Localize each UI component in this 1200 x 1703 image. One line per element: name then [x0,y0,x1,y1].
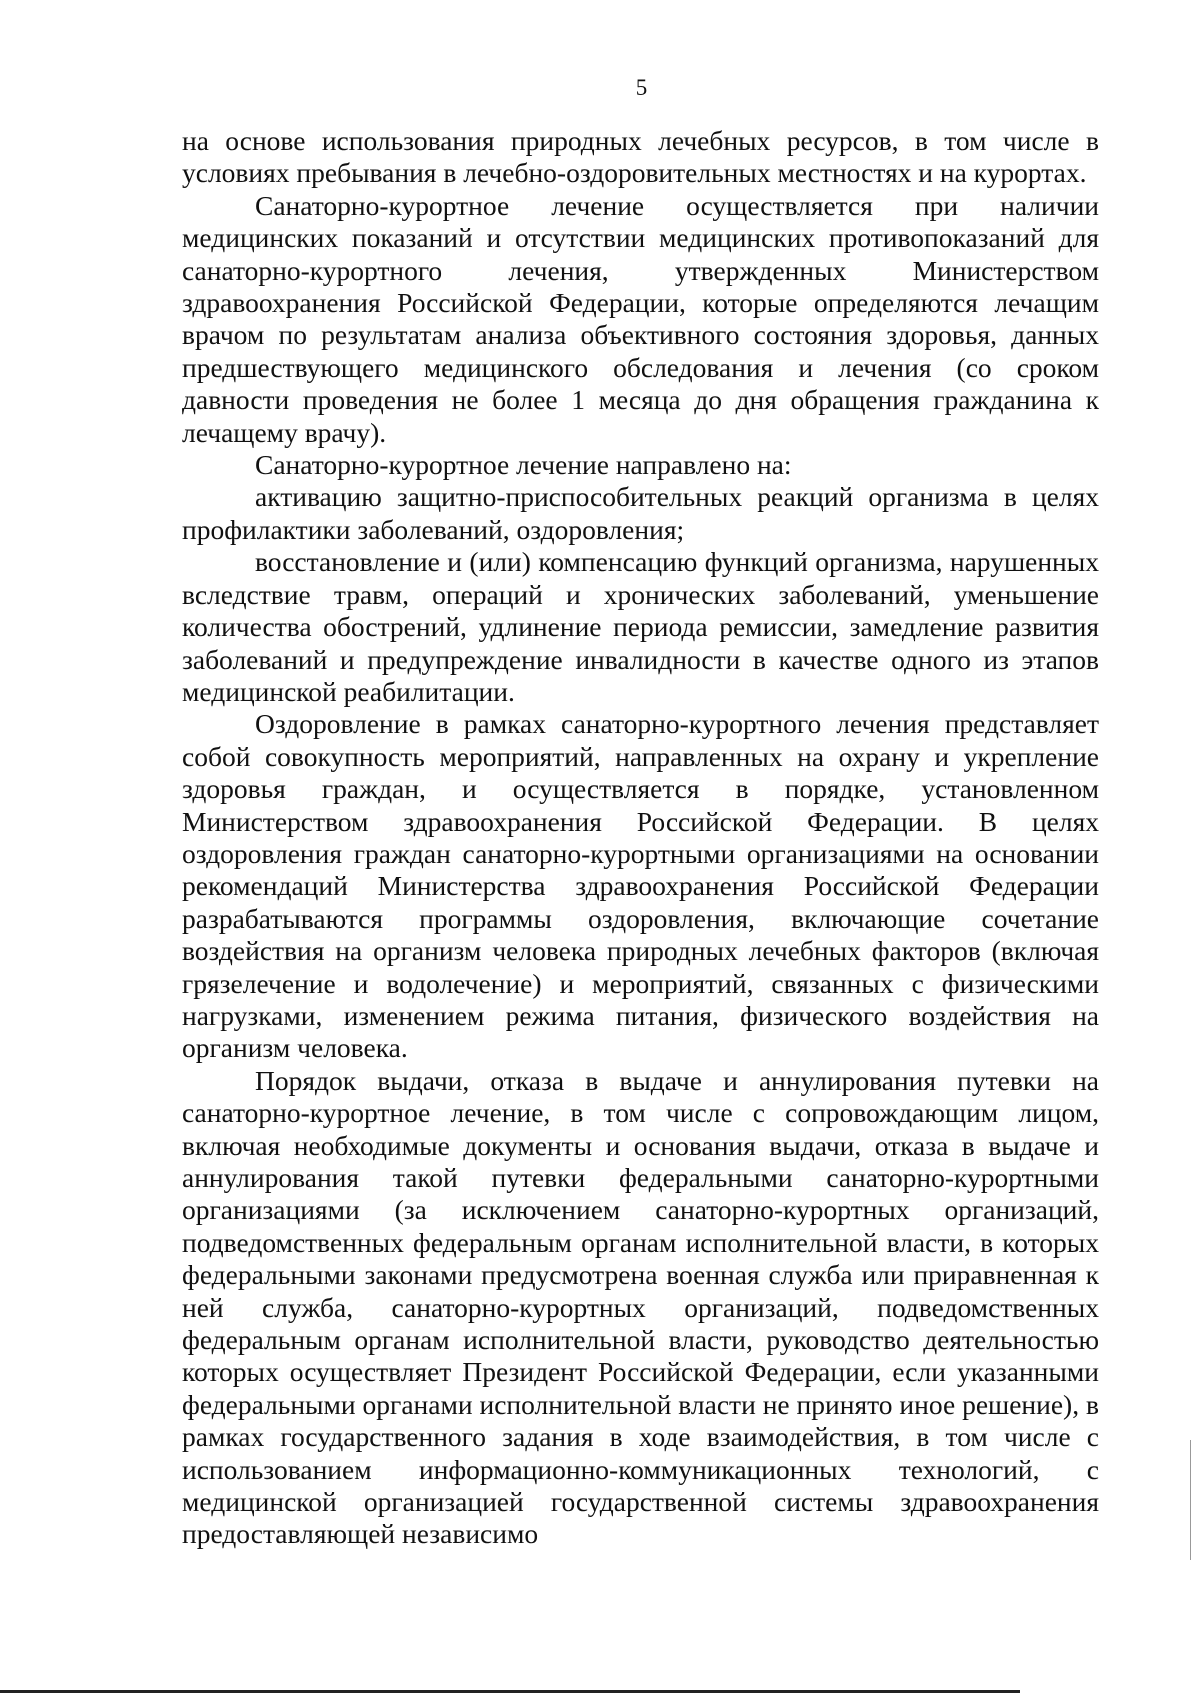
document-body [182,125,1099,1551]
paragraph: восстановление и (или) компенсацию функций организма, нарушенных вследствие травм, операций и хронических заболеваний, уменьшение количества обострений, удлинение периода ремиссии, замедление развития заболеваний и предупреждение инвалидности в качестве одного из этапов медицинской реабилитации. [182,546,1099,707]
scan-edge-mark [1190,1440,1191,1560]
paragraph: Порядок выдачи, отказа в выдаче и аннулирования путевки на санаторно-курортное лечение, в том числе с сопровождающим лицом, включая необходимые документы и основания выдачи, отказа в выдаче и аннулирования такой путевки федеральными санаторно-курортными организациями (за исключением санаторно-курортных организаций, подведомственных федеральным органам исполнительной власти, в которых федеральными законами предусмотрена военная служба или приравненная к ней служба, санаторно-курортных организаций, подведомственных федеральным органам исполнительной власти, руководство деятельностью которых осуществляет Президент Российской Федерации, если указанными федеральными органами исполнительной власти не принято иное решение), в рамках государственного задания в ходе взаимодействия, в том числе с использованием информационно-коммуникационных технологий, с медицинской организацией государственной системы здравоохранения предоставляющей независимо [182,1064,1099,1550]
scan-bottom-line [0,1690,1020,1693]
paragraph: Оздоровление в рамках санаторно-курортного лечения представляет собой совокупность мероприятий, направленных на охрану и укрепление здоровья граждан, и осуществляется в порядке, установленном Министерством здравоохранения Российской Федерации. В целях оздоровления граждан санаторно-курортными организациями на основании рекомендаций Министерства здравоохранения Российской Федерации разрабатываются программы оздоровления, включающие сочетание воздействия на организм человека природных лечебных факторов (включая грязелечение и водолечение) и мероприятий, связанных с физическими нагрузками, изменением режима питания, физического воздействия на организм человека. [182,708,1099,1064]
paragraph: активацию защитно-приспособительных реакций организма в целях профилактики заболеваний, оздоровления; [182,481,1099,545]
page-number: 5 [635,75,648,100]
paragraph: Санаторно-курортное лечение направлено на: [255,449,792,481]
paragraph: Санаторно-курортное лечение осуществляется при наличии медицинских показаний и отсутствии медицинских противопоказаний для санаторно-курортного лечения, утвержденных Министерством здравоохранения Российской Федерации, которые определяются лечащим врачом по результатам анализа объективного состояния здоровья, данных предшествующего медицинского обследования и лечения (со сроком давности проведения не более 1 месяца до дня обращения гражданина к лечащему врачу). [182,189,1099,448]
paragraph: на основе использования природных лечебных ресурсов, в том числе в условиях пребывания в лечебно-оздоровительных местностях и на курортах. [182,125,1099,189]
